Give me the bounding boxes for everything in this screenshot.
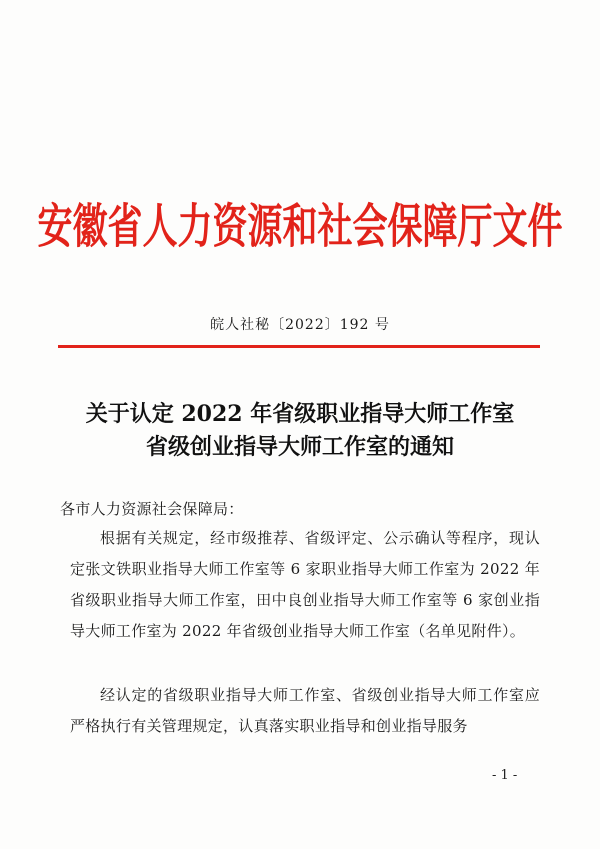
document-number: 皖人社秘〔2022〕192 号	[210, 317, 390, 333]
page-number: - 1 -	[492, 768, 518, 783]
notice-title-line2: 省级创业指导大师工作室的通知	[145, 434, 454, 460]
body-paragraph-1: 根据有关规定，经市级推荐、省级评定、公示确认等程序，现认定张文铁职业指导大师工作室等 6 家职业指导大师工作室为 2022 年省级职业指导大师工作室，田中良创业指导大师工作室等 6 家创业指导大师工作室为 2022 年省级创业指导大师工作室（名单见附件）。	[70, 529, 540, 640]
addressee: 各市人力资源社会保障局：	[60, 500, 244, 518]
issuing-authority-title: 安徽省人力资源和社会保障厅文件	[37, 199, 563, 255]
notice-title-line1: 关于认定 2022 年省级职业指导大师工作室	[85, 401, 515, 427]
body-paragraph-2: 经认定的省级职业指导大师工作室、省级创业指导大师工作室应严格执行有关管理规定，认真落实职业指导和创业指导服务	[70, 686, 540, 735]
red-divider-line	[58, 345, 540, 348]
